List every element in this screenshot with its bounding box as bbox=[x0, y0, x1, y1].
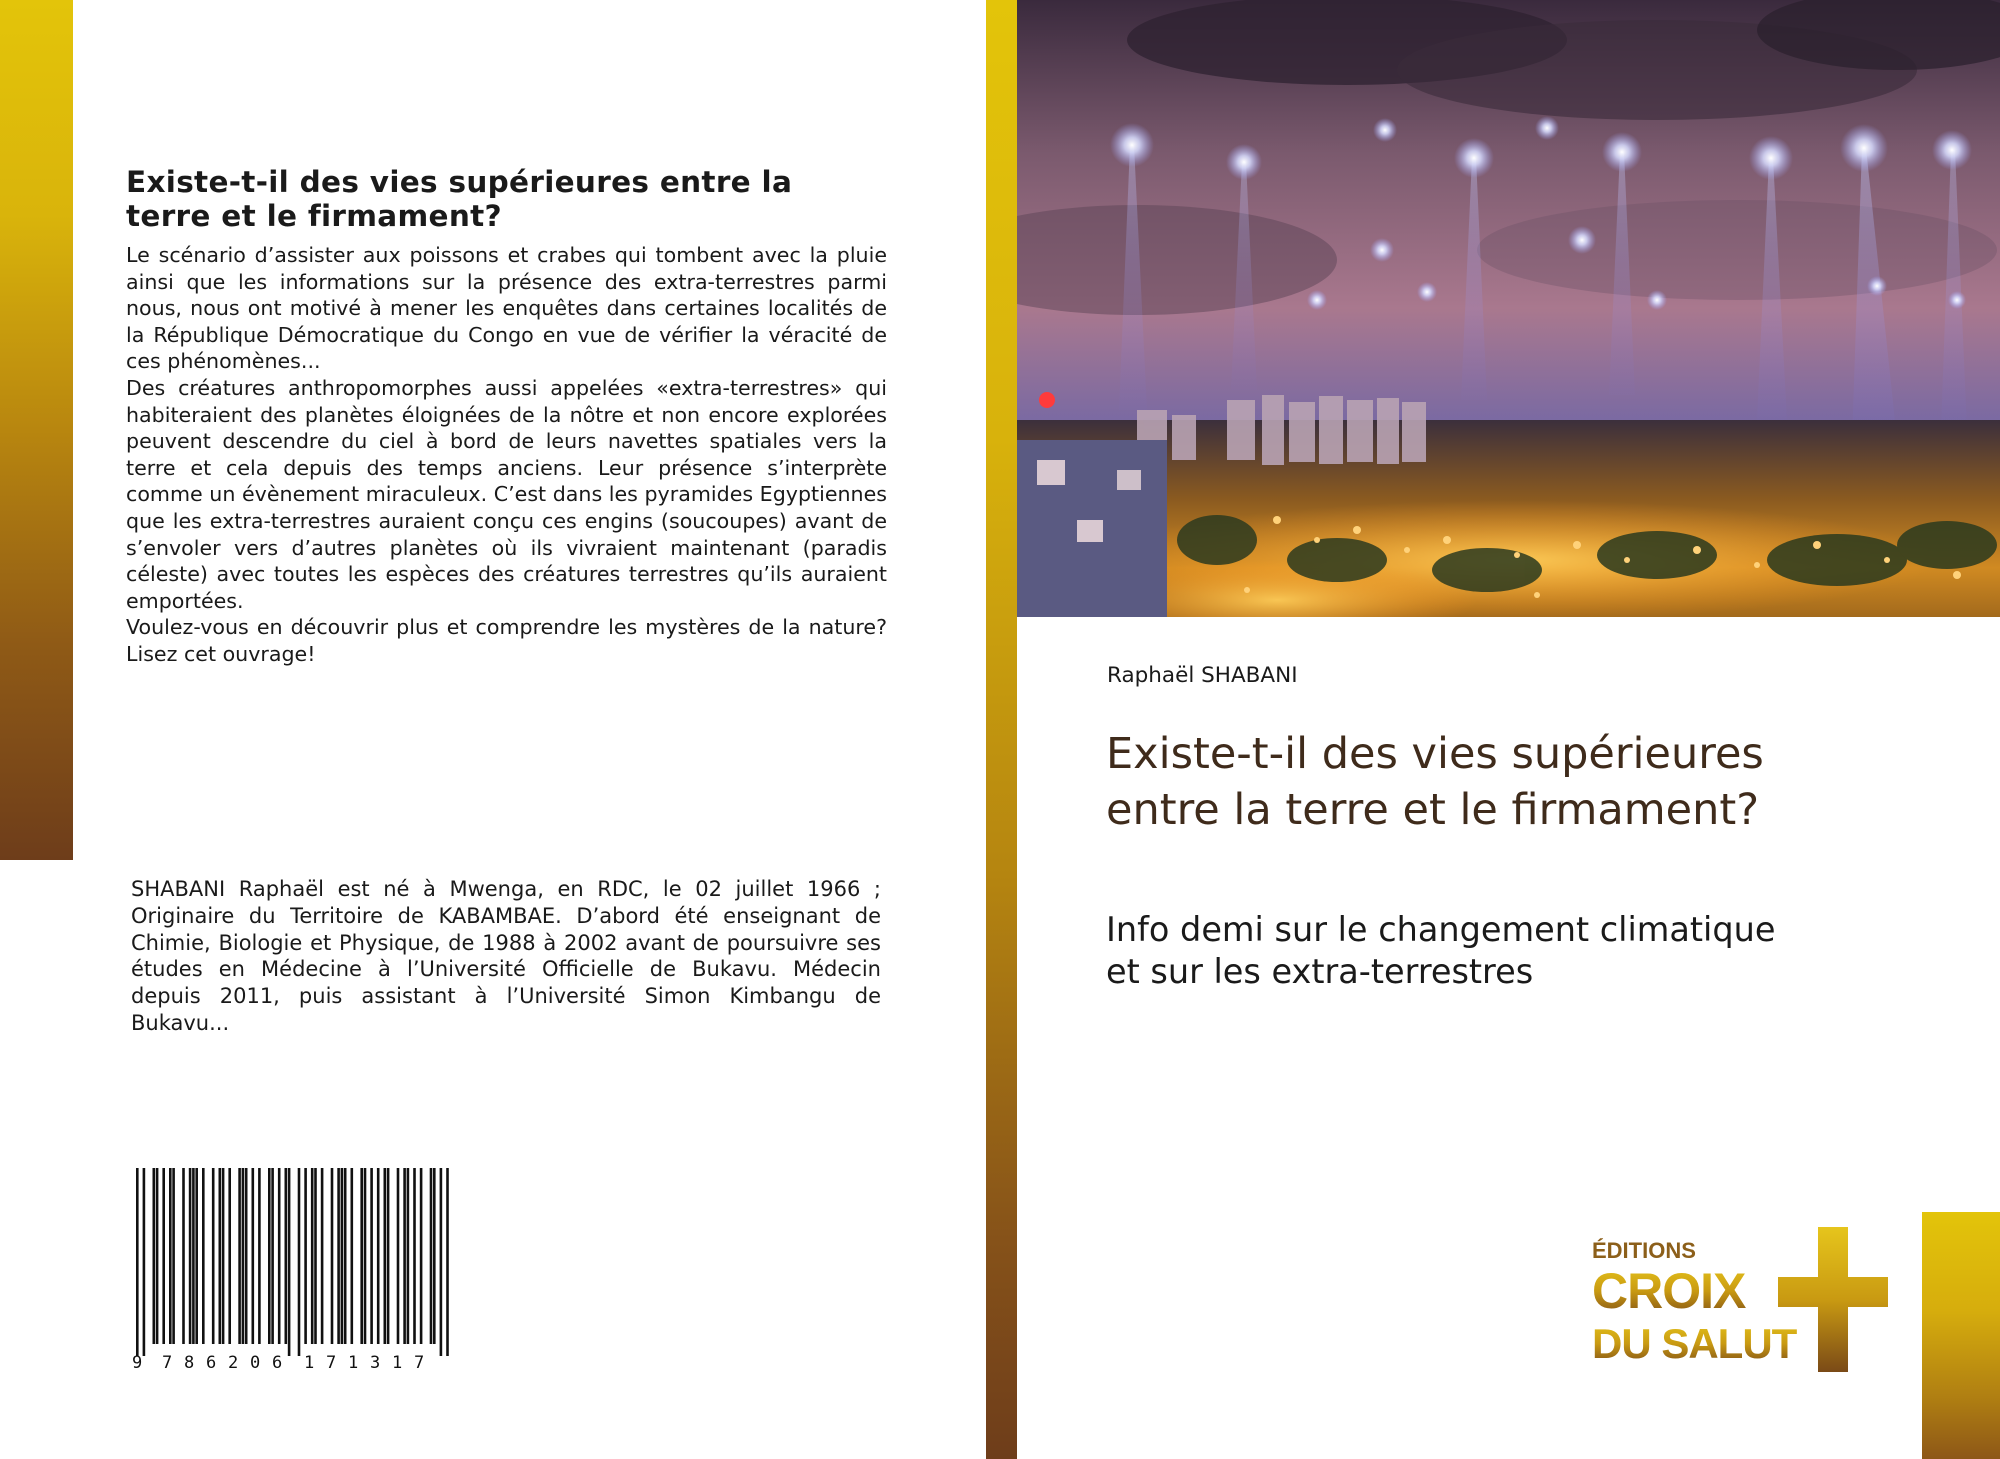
barcode-bar bbox=[156, 1168, 159, 1344]
barcode-bar bbox=[311, 1168, 314, 1344]
barcode-bar bbox=[245, 1168, 248, 1344]
barcode-bar bbox=[252, 1168, 255, 1344]
isbn-digit: 1 bbox=[392, 1353, 403, 1372]
barcode-bar bbox=[413, 1168, 416, 1344]
barcode-bar bbox=[143, 1168, 146, 1356]
isbn-digit: 3 bbox=[370, 1353, 381, 1372]
front-cover-gold-band bbox=[1922, 1212, 2000, 1459]
barcode-bar bbox=[364, 1168, 367, 1344]
barcode-bar bbox=[446, 1168, 449, 1356]
barcode-bar bbox=[387, 1168, 390, 1344]
barcode-bar bbox=[407, 1168, 410, 1344]
barcode-bar bbox=[169, 1168, 172, 1344]
barcode-bar bbox=[304, 1168, 307, 1344]
barcode-bar bbox=[195, 1168, 198, 1344]
isbn-digit: 6 bbox=[206, 1353, 217, 1372]
barcode-bar bbox=[172, 1168, 175, 1344]
isbn-digit: 1 bbox=[348, 1353, 359, 1372]
cover-title: Existe-t-il des vies supérieures entre la terre et le firmament? bbox=[1106, 729, 1764, 835]
blurb-paragraph: Le scénario d’assister aux poissons et crabes qui tombent avec la pluie ainsi que les informations sur la présence des extra-terrestres parmi nous, nous ont motivé à mener les enquêtes dans certaines localités de la République Démocratique du Congo en vue de vérifier la véracité de ces phénomènes... bbox=[126, 243, 887, 374]
isbn-digit: 7 bbox=[414, 1353, 425, 1372]
blurb-paragraph: Voulez-vous en découvrir plus et comprendre les mystères de la nature? Lisez cet ouvrage! bbox=[126, 615, 887, 666]
barcode-bar bbox=[433, 1168, 436, 1344]
publisher-line1: ÉDITIONS bbox=[1592, 1238, 1696, 1263]
barcode-bar bbox=[288, 1168, 291, 1356]
barcode-bar bbox=[341, 1168, 344, 1344]
author-bio: SHABANI Raphaël est né à Mwenga, en RDC, le 02 juillet 1966 ; Originaire du Territoire de KABAMBAE. D’abord été enseignant de Chimie, Biologie et Physique, de 1988 à 2002 avant de poursuivre ses études en Médecine à l’Université Officielle de Bukavu. Médecin depuis 2011, puis assistant à l’Université Simon Kimbangu de Bukavu... bbox=[131, 877, 881, 1035]
barcode-bar bbox=[162, 1168, 165, 1344]
barcode-bar bbox=[153, 1168, 156, 1344]
isbn-digit: 1 bbox=[304, 1353, 315, 1372]
back-cover-title: Existe-t-il des vies supérieures entre la terre et le firmament? bbox=[126, 165, 793, 233]
barcode-bar bbox=[212, 1168, 215, 1344]
isbn-digit: 7 bbox=[326, 1353, 337, 1372]
isbn-digit: 7 bbox=[162, 1353, 173, 1372]
barcode-bar bbox=[189, 1168, 192, 1344]
barcode-bar bbox=[271, 1168, 274, 1344]
barcode-bar bbox=[314, 1168, 317, 1344]
barcode-bar bbox=[192, 1168, 195, 1344]
cover-subtitle: Info demi sur le changement climatique et sur les extra-terrestres bbox=[1106, 910, 1776, 991]
cover-photo-night-city bbox=[1017, 0, 2000, 617]
back-cover-gold-band bbox=[0, 0, 73, 860]
blurb-paragraph: Des créatures anthropomorphes aussi appelées «extra-terrestres» qui habiteraient des planètes éloignées de la nôtre et non encore explorées peuvent descendre du ciel à bord de leurs navettes spatiales vers la terre et cela depuis des temps anciens. Leur présence s’interprète comme un évènement miraculeux. C’est dans les pyramides Egyptiennes que les extra-terrestres auraient conçu ces engins (soucoupes) avant de s’envoler vers d’autres planètes où ils vivraient maintenant (paradis céleste) avec toutes les espèces des créatures terrestres qu’ils auraient emportées. bbox=[126, 375, 887, 613]
isbn-digit: 6 bbox=[272, 1353, 283, 1372]
barcode-bar bbox=[420, 1168, 423, 1344]
publisher-logo bbox=[1588, 1222, 1888, 1372]
barcode-bar bbox=[321, 1168, 324, 1344]
isbn-digit: 8 bbox=[184, 1353, 195, 1372]
barcode-bar bbox=[403, 1168, 406, 1344]
barcode-bar bbox=[285, 1168, 288, 1344]
barcode-bar bbox=[298, 1168, 301, 1356]
barcode-bar bbox=[377, 1168, 380, 1344]
barcode-bar bbox=[430, 1168, 433, 1344]
back-cover-blurb bbox=[126, 242, 887, 668]
isbn-digit: 9 bbox=[132, 1353, 143, 1372]
barcode-bar bbox=[337, 1168, 340, 1344]
publisher-line3: DU SALUT bbox=[1592, 1320, 1797, 1367]
barcode-bar bbox=[242, 1168, 245, 1344]
book-spine bbox=[986, 0, 1017, 1459]
barcode-bar bbox=[268, 1168, 271, 1344]
barcode-bar bbox=[360, 1168, 363, 1344]
barcode-bar bbox=[219, 1168, 222, 1344]
isbn-digit: 0 bbox=[250, 1353, 261, 1372]
barcode-bar bbox=[222, 1168, 225, 1344]
barcode-bar bbox=[331, 1168, 334, 1344]
barcode-bar bbox=[384, 1168, 387, 1344]
publisher-line2: CROIX bbox=[1592, 1263, 1746, 1319]
isbn-barcode bbox=[130, 1168, 456, 1372]
barcode-bar bbox=[278, 1168, 281, 1344]
barcode-bar bbox=[440, 1168, 443, 1356]
barcode-bar bbox=[238, 1168, 241, 1344]
barcode-bar bbox=[397, 1168, 400, 1344]
cover-author: Raphaël SHABANI bbox=[1107, 663, 1298, 688]
barcode-bar bbox=[344, 1168, 347, 1344]
barcode-bar bbox=[182, 1168, 185, 1344]
isbn-digit: 2 bbox=[228, 1353, 239, 1372]
barcode-bar bbox=[228, 1168, 231, 1344]
barcode-bar bbox=[258, 1168, 261, 1344]
barcode-bar bbox=[202, 1168, 205, 1344]
barcode-bar bbox=[370, 1168, 373, 1344]
barcode-bar bbox=[351, 1168, 354, 1344]
barcode-bar bbox=[136, 1168, 139, 1356]
